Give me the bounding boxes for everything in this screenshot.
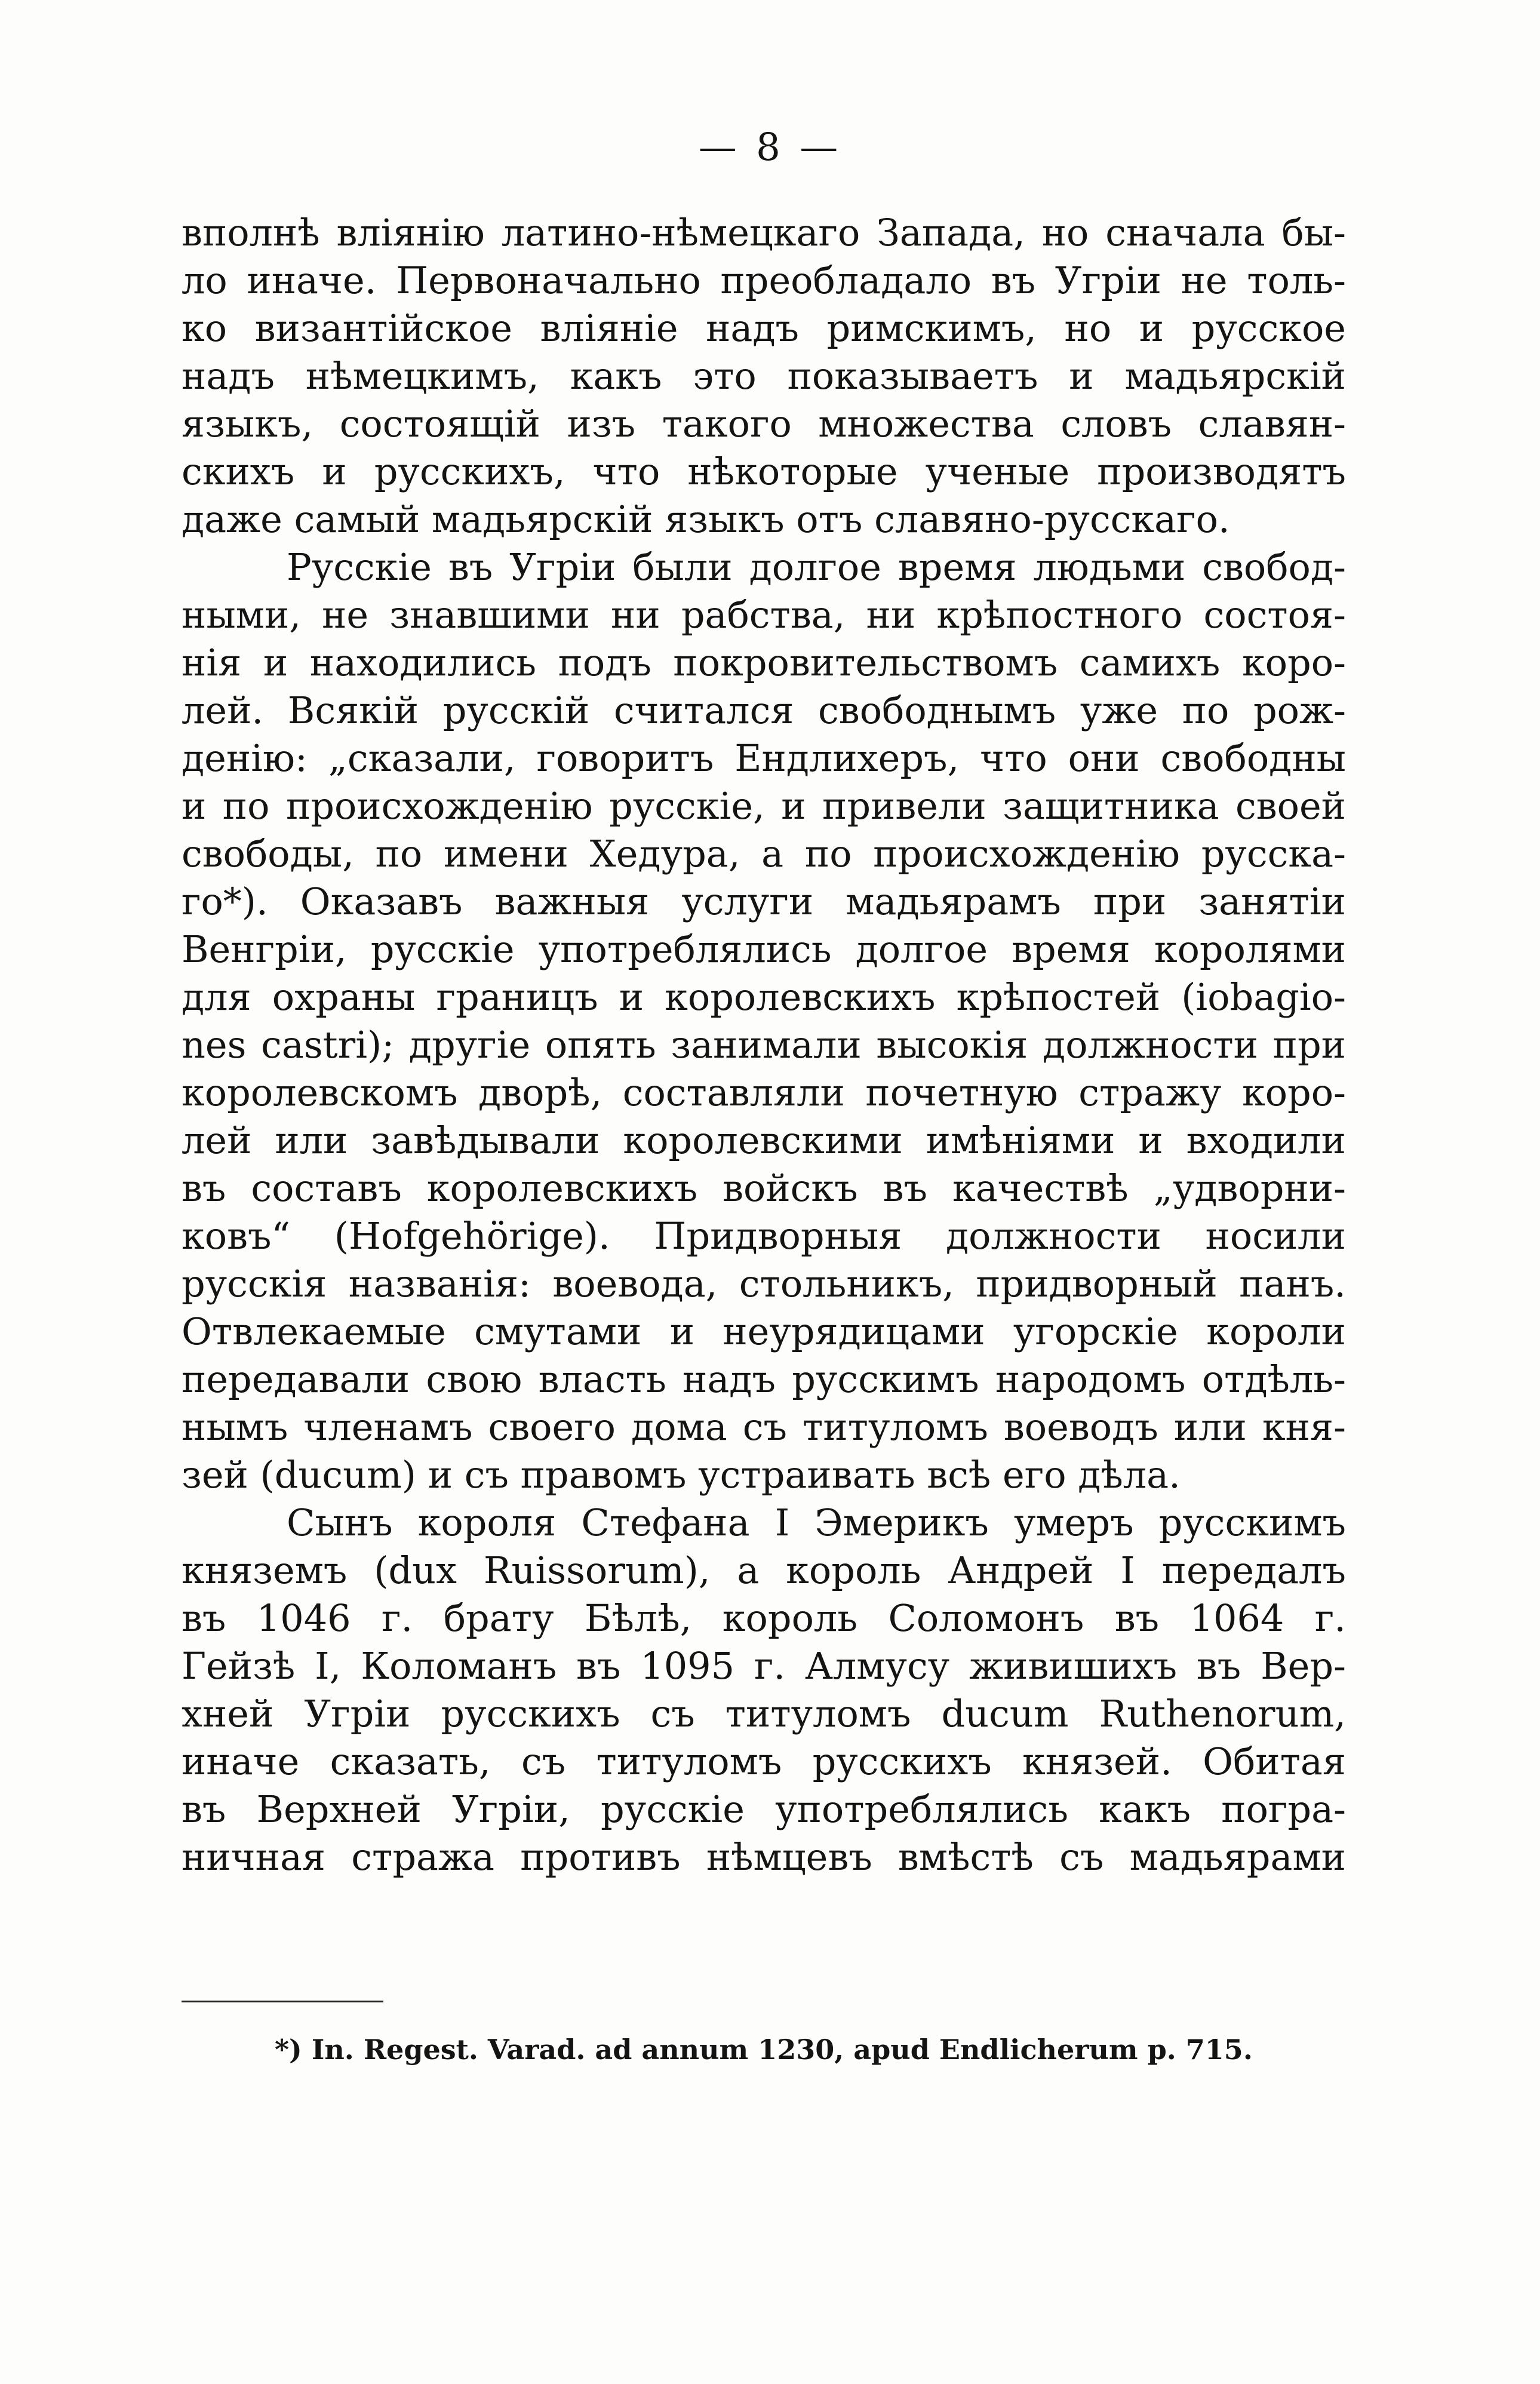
text-line: ко византійское вліяніе надъ римскимъ, но и русское <box>182 306 1346 350</box>
text-line: для охраны границъ и королевскихъ крѣпостей (iobagio- <box>182 975 1346 1019</box>
text-line: въ 1046 г. брату Бѣлѣ, король Соломонъ въ 1064 г. <box>182 1596 1346 1640</box>
text-line: свободы, по имени Хедура, а по происхожденію русска- <box>182 832 1346 875</box>
text-line: надъ нѣмецкимъ, какъ это показываетъ и мадьярскій <box>182 354 1346 398</box>
text-line: Русскіе въ Угріи были долгое время людьми свобод- <box>287 545 1346 589</box>
text-line: го*). Оказавъ важныя услуги мадьярамъ при занятіи <box>182 880 1346 923</box>
text-line: ными, не знавшими ни рабства, ни крѣпостного состоя- <box>182 593 1346 637</box>
text-line: языкъ, состоящій изъ такого множества словъ славян- <box>182 402 1346 446</box>
page-number: — 8 — <box>698 125 842 170</box>
text-line: нія и находились подъ покровительствомъ самихъ коро- <box>182 641 1346 684</box>
text-line: денію: „сказали, говоритъ Ендлихеръ, что они свободны <box>182 736 1346 780</box>
text-line: княземъ (dux Ruissorum), а король Андрей I передалъ <box>182 1549 1346 1592</box>
text-line: ничная стража противъ нѣмцевъ вмѣстѣ съ мадьярами <box>182 1835 1346 1879</box>
text-line: ло иначе. Первоначально преобладало въ Угріи не толь- <box>182 259 1346 302</box>
text-line: Гейзѣ I, Коломанъ въ 1095 г. Алмусу живишихъ въ Вер- <box>182 1644 1346 1688</box>
text-line: лей. Всякій русскій считался свободнымъ уже по рож- <box>182 689 1346 732</box>
text-line: передавали свою власть надъ русскимъ народомъ отдѣль- <box>182 1357 1346 1401</box>
footnote-rule <box>182 2001 383 2002</box>
text-line: королевскомъ дворѣ, составляли почетную стражу коро- <box>182 1071 1346 1114</box>
text-line: въ составъ королевскихъ войскъ въ качествѣ „удворни- <box>182 1166 1346 1210</box>
text-line: нымъ членамъ своего дома съ титуломъ воеводъ или кня- <box>182 1405 1346 1449</box>
text-line: Отвлекаемые смутами и неурядицами угорскіе короли <box>182 1310 1346 1353</box>
text-line: вполнѣ вліянію латино-нѣмецкаго Запада, но сначала бы- <box>182 211 1346 254</box>
text-line: ковъ“ (Hofgehörige). Придворныя должности носили <box>182 1214 1346 1258</box>
text-line: Венгріи, русскіе употреблялись долгое время королями <box>182 927 1346 971</box>
text-line: русскія названія: воевода, стольникъ, придворный панъ. <box>182 1262 1346 1305</box>
text-line: nes castri); другіе опять занимали высокія должности при <box>182 1023 1346 1067</box>
text-line: зей (ducum) и съ правомъ устраивать всѣ его дѣла. <box>182 1453 1181 1497</box>
text-line: иначе сказать, съ титуломъ русскихъ князей. Обитая <box>182 1740 1346 1783</box>
text-line: даже самый мадьярскій языкъ отъ славяно-русскаго. <box>182 497 1230 541</box>
text-line: лей или завѣдывали королевскими имѣніями и входили <box>182 1119 1346 1162</box>
text-line: скихъ и русскихъ, что нѣкоторые ученые производятъ <box>182 450 1346 493</box>
text-line: въ Верхней Угріи, русскіе употреблялись какъ погра- <box>182 1787 1346 1831</box>
text-line: и по происхожденію русскіе, и привели защитника своей <box>182 784 1346 828</box>
text-line: Сынъ короля Стефана I Эмерикъ умеръ русскимъ <box>287 1501 1346 1544</box>
text-line: хней Угріи русскихъ съ титуломъ ducum Ruthenorum, <box>182 1692 1346 1735</box>
footnote: *) In. Regest. Varad. ad annum 1230, apud Endlicherum p. 715. <box>275 2033 1253 2066</box>
